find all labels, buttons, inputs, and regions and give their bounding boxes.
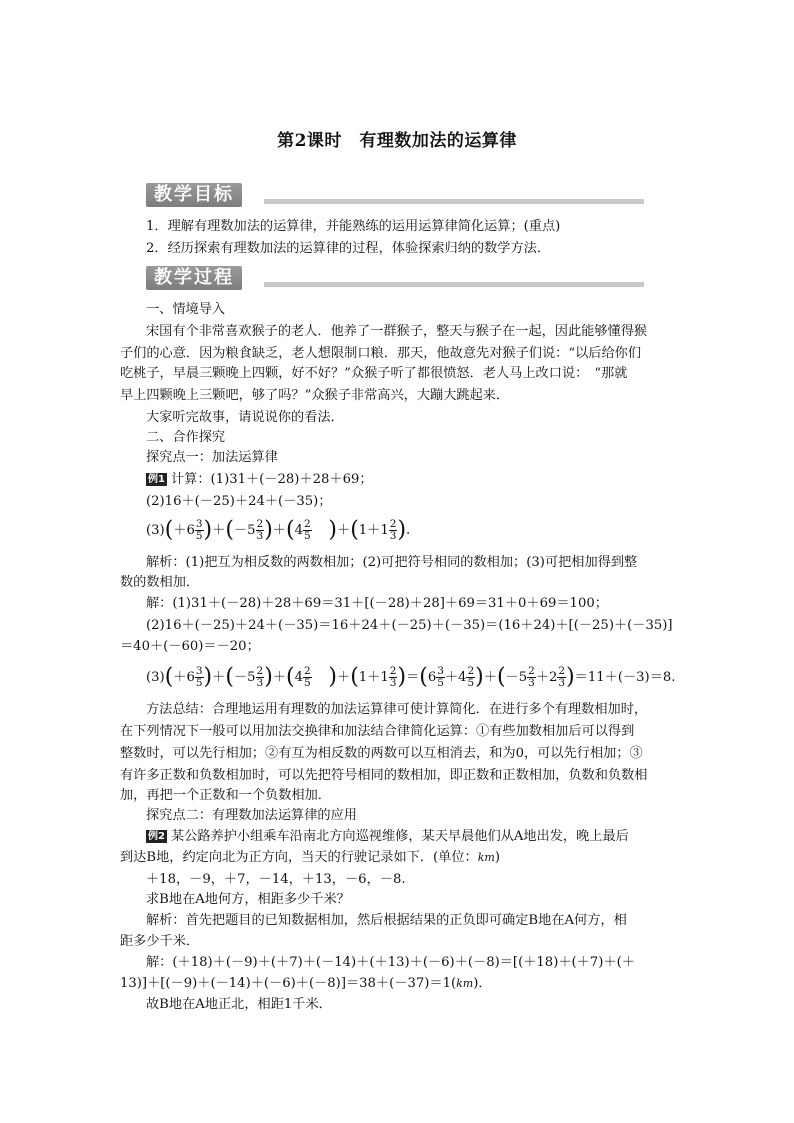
story-question: 大家听完故事，请说说你的看法． [146,410,344,425]
solution-2-line-2: 13)]＋[(－9)＋(－14)＋(－6)＋(－8)]＝38＋(－37)＝1(km)． [120,976,492,991]
point-2-heading: 探究点二：有理数加法运算律的应用 [146,808,357,823]
solution-1-line-2: (2)16＋(－25)＋24＋(－35)＝16＋24＋(－25)＋(－35)＝(16＋24)＋[(－25)＋(－35)] [146,618,673,633]
summary-line-5: 加，再把一个正数和一个负数相加． [120,788,331,803]
story-line-1: 宋国有个非常喜欢猴子的老人．他养了一群猴子，整天与猴子在一起，因此能够懂得猴 [146,324,648,339]
goals-header: 教学目标 [146,183,242,207]
process-banner [146,266,646,292]
story-line-3: 吃桃子，早晨三颗晚上四颗，好不好？”众猴子听了都很愤怒．老人马上改口说： “那就 [120,366,628,381]
heading-intro: 一、情境导入 [146,302,226,317]
example-2-line-1: 例2 某公路养护小组乘车沿南北方向巡视维修，某天早晨他们从A地出发，晚上最后 [148,829,629,844]
goals-banner [146,183,646,209]
goals-rule [264,199,644,204]
example-2-line-2: 到达B地，约定向北为正方向，当天的行驶记录如下．(单位：km) [120,850,500,865]
example-1-line-2: (2)16＋(－25)＋24＋(－35)； [146,494,332,509]
story-line-4: 早上四颗晚上三颗吧，够了吗？”众猴子非常高兴，大蹦大跳起来． [120,388,510,403]
example-2-question: 求B地在A地何方，相距多少千米？ [146,892,350,907]
analysis-1-line-1: 解析：(1)把互为相反数的两数相加；(2)可把符号相同的数相加；(3)可把相加得到整 [146,555,638,570]
process-rule [264,282,644,287]
story-line-2: 子们的心意．因为粮食缺乏，老人想限制口粮．那天，他故意先对猴子们说：“以后给你们 [120,346,642,361]
summary-line-4: 有许多正数和负数相加时，可以先把符号相同的数相加，即正数和正数相加，负数和负数相 [120,768,648,783]
example-2-data: ＋18，－9，＋7，－14，＋13，－6，－8. [146,872,406,887]
solution-1-line-1: 解：(1)31＋(－28)＋28＋69＝31＋[(－28)＋28]＋69＝31＋0＋69＝100； [146,596,608,611]
summary-line-1: 方法总结：合理地运用有理数的加法运算律可使计算简化．在进行多个有理数相加时， [146,702,648,717]
lesson-title: 第2课时 有理数加法的运算律 [277,131,517,151]
analysis-2-line-1: 解析：首先把题目的已知数据相加，然后根据结果的正负即可确定B地在A何方，相 [146,913,627,928]
conclusion: 故B地在A地正北，相距1千米． [146,997,332,1012]
goal-2: 2．经历探索有理数加法的运算律的过程，体验探索归纳的数学方法． [146,241,551,256]
example-1-line-1: 例1 计算：(1)31＋(－28)＋28＋69； [148,472,373,487]
example-1-line-3: (3)(＋6 $\frac{3}{5}$ )＋(－5 $\frac{2}{3}$ )＋(4 $\frac{2}{5}$ )＋(1＋1 $\frac{2}{3}$ ). [146,517,411,543]
heading-explore: 二、合作探究 [146,430,226,445]
example-2-tag: 例2 [148,831,165,842]
solution-1-line-4: (3)(＋6 $\frac{3}{5}$ )＋(－5 $\frac{2}{3}$ )＋(4 $\frac{2}{5}$ )＋(1＋1 $\frac{2}{3}$ )＝(6 $\frac{3}{5}$ ＋4 $\frac{2}{5}$ )＋(－5 $\frac{2}{3}$ ＋2 $\frac{2}{3}$ )＝11＋(－3)＝8. [146,664,676,690]
analysis-1-line-2: 数的数相加． [120,575,200,590]
solution-1-line-3: ＝40＋(－60)＝－20； [120,639,260,654]
point-1-heading: 探究点一：加法运算律 [146,450,278,465]
analysis-2-line-2: 距多少千米． [120,934,200,949]
example-1-tag: 例1 [148,474,165,485]
summary-line-2: 在下列情况下一般可以用加法交换律和加法结合律简化运算：①有些加数相加后可以得到 [120,724,635,739]
goal-1: 1．理解有理数加法的运算律，并能熟练的运用运算律简化运算；(重点) [146,219,561,234]
summary-line-3: 整数时，可以先行相加；②有互为相反数的两数可以互相消去，和为0，可以先行相加；③ [120,746,643,761]
process-header: 教学过程 [146,266,242,290]
solution-2-line-1: 解：(＋18)＋(－9)＋(＋7)＋(－14)＋(＋13)＋(－6)＋(－8)＝[(＋18)＋(＋7)＋(＋ [146,955,635,970]
